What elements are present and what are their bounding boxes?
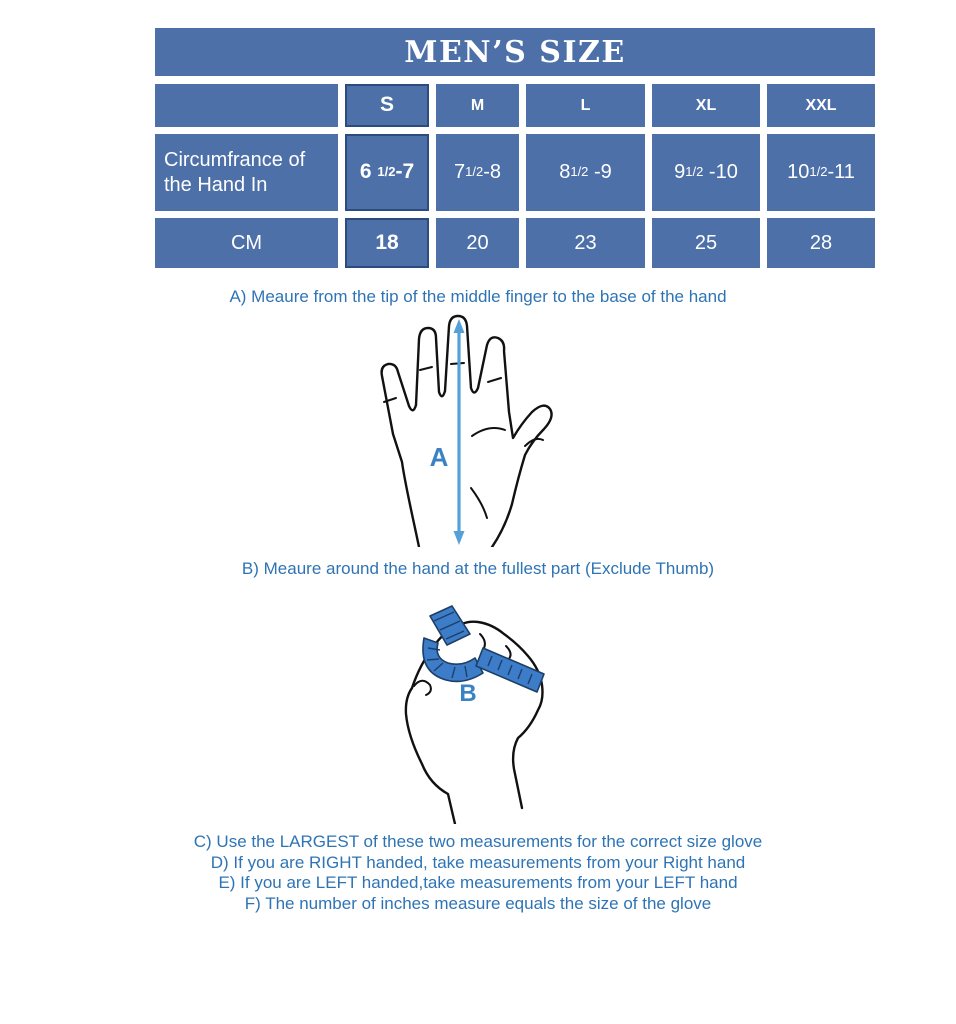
instruction-c: C) Use the LARGEST of these two measurements for the correct size glove [193,832,763,851]
size-header-l: L [526,84,645,127]
size-header-m: M [436,84,519,127]
instruction-a: A) Meaure from the tip of the middle finger to the base of the hand [229,287,727,306]
instruction-e: E) If you are LEFT handed,take measurements from your LEFT hand [218,873,738,892]
instruction-b: B) Meaure around the hand at the fullest part (Exclude Thumb) [241,559,715,578]
cm-cell-l: 23 [526,218,645,268]
table-title-bar [155,28,875,76]
inch-cell-l: 8 1/2 -9 [526,134,645,211]
inch-cell-xl: 9 1/2 -10 [652,134,760,211]
instruction-list [0,832,956,914]
size-header-xl: XL [652,84,760,127]
cm-cell-xl: 25 [652,218,760,268]
hand-measure-circumference-diagram [388,588,578,829]
fist-illustration [388,588,578,824]
size-header-s: S [345,84,429,127]
instruction-d: D) If you are RIGHT handed, take measurements from your Right hand [210,852,746,872]
corner-cell [155,84,338,127]
cm-cell-s: 18 [345,218,429,268]
row-label-cm: CM [155,218,338,268]
diagram-b-label: B [459,680,477,707]
inch-cell-xxl: 10 1/2 -11 [767,134,875,211]
mens-size-table [155,28,875,268]
hand-outline [382,316,552,547]
row-label-circumference: Circumfrance of the Hand In [155,134,338,211]
inch-cell-s: 6 1/2 -7 [345,134,429,211]
cm-cell-m: 20 [436,218,519,268]
table-title: MEN’S SIZE [404,34,626,70]
instruction-f: F) The number of inches measure equals the size of the glove [244,893,712,913]
open-hand-illustration [375,312,565,547]
size-grid [155,84,875,268]
hand-measure-length-diagram [375,312,565,552]
size-header-xxl: XXL [767,84,875,127]
cm-cell-xxl: 28 [767,218,875,268]
diagram-a-label: A [429,442,449,472]
inch-cell-m: 7 1/2 -8 [436,134,519,211]
